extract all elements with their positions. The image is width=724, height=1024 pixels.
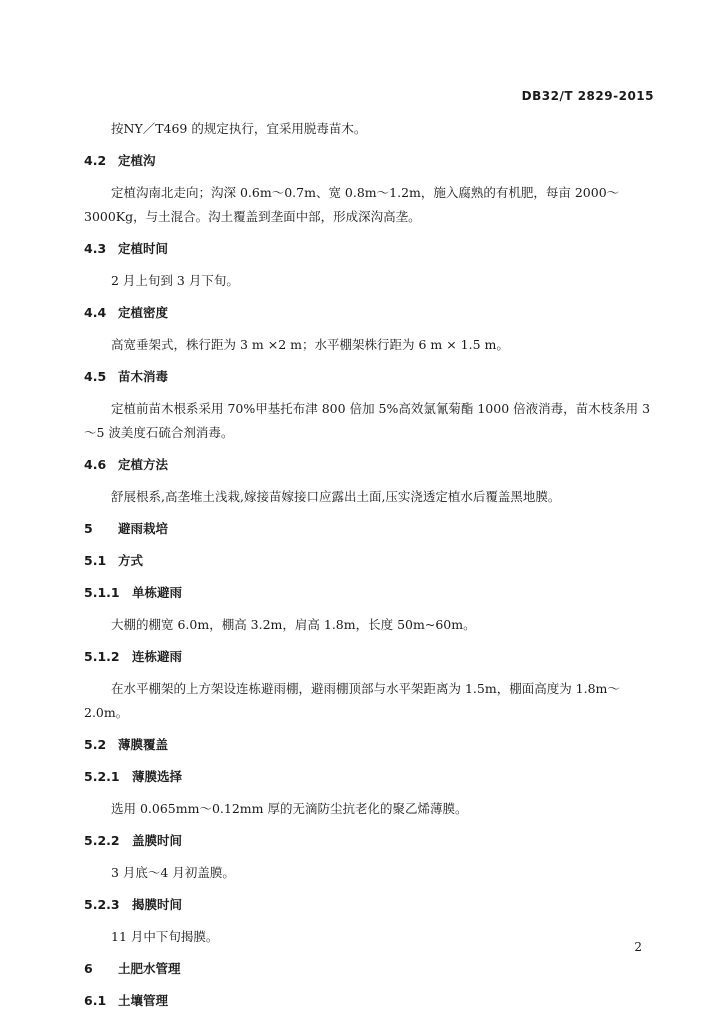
section-heading [84,549,656,573]
section-heading [84,733,656,757]
paragraph: 定植前苗木根系采用 70%甲基托布津 800 倍加 5%高效氯氰菊酯 1000 倍液消毒，苗木枝条用 3～5 波美度石硫合剂消毒。 [84,401,651,440]
section-number: 4.2 [84,153,107,168]
section-heading [84,765,656,789]
section-number: 5.1.1 [84,585,120,600]
section-title: 方式 [118,553,144,568]
section-heading [84,645,656,669]
paragraph: 在水平棚架的上方架设连栋避雨棚，避雨棚顶部与水平架距离为 1.5m，棚面高度为 1.8m～2.0m。 [84,681,620,720]
section-number: 5.2.2 [84,833,120,848]
section-heading [84,581,656,605]
section-number: 5.2.3 [84,897,120,912]
section-title: 定植密度 [118,305,169,320]
section-title: 土壤管理 [118,993,169,1008]
section-heading [84,893,656,917]
section-title: 薄膜选择 [132,769,183,784]
section-number: 4.5 [84,369,107,384]
document-body [84,117,656,1021]
section-heading [84,237,656,261]
section-heading [84,453,656,477]
section-number: 4.4 [84,305,107,320]
section-number: 5.1 [84,553,107,568]
section-number: 6 [84,961,93,976]
section-number: 4.3 [84,241,107,256]
section-title: 揭膜时间 [132,897,183,912]
paragraph: 按NY／T469 的规定执行，宜采用脱毒苗木。 [111,121,367,136]
section-heading [84,957,656,981]
section-title: 苗木消毒 [118,369,169,384]
section-title: 单栋避雨 [132,585,183,600]
section-number: 6.1 [84,993,107,1008]
paragraph: 大棚的棚宽 6.0m，棚高 3.2m，肩高 1.8m，长度 50m~60m。 [111,617,476,632]
section-title: 盖膜时间 [132,833,183,848]
section-heading [84,149,656,173]
paragraph: 舒展根系,高垄堆土浅栽,嫁接苗嫁接口应露出土面,压实浇透定植水后覆盖黑地膜。 [111,489,561,504]
page-number: 2 [634,940,642,954]
standard-code: DB32/T 2829-2015 [521,89,654,103]
paragraph: 3 月底～4 月初盖膜。 [111,865,235,880]
section-heading [84,301,656,325]
section-title: 连栋避雨 [132,649,183,664]
section-heading [84,989,656,1013]
paragraph: 选用 0.065mm～0.12mm 厚的无滴防尘抗老化的聚乙烯薄膜。 [111,801,468,816]
paragraph: 高宽垂架式，株行距为 3 m ×2 m；水平棚架株行距为 6 m × 1.5 m。 [111,337,509,352]
section-title: 土肥水管理 [118,961,181,976]
section-number: 5 [84,521,93,536]
section-number: 5.2.1 [84,769,120,784]
section-number: 5.1.2 [84,649,120,664]
section-heading [84,517,656,541]
section-title: 定植沟 [118,153,156,168]
section-number: 5.2 [84,737,107,752]
section-title: 定植时间 [118,241,169,256]
paragraph: 定植沟南北走向；沟深 0.6m～0.7m、宽 0.8m～1.2m，施入腐熟的有机肥，每亩 2000～3000Kg，与土混合。沟土覆盖到垄面中部，形成深沟高垄。 [84,185,620,224]
paragraph: 2 月上旬到 3 月下旬。 [111,273,239,288]
section-title: 薄膜覆盖 [118,737,169,752]
section-heading [84,829,656,853]
paragraph: 11 月中下旬揭膜。 [111,929,219,944]
section-title: 避雨栽培 [118,521,169,536]
section-heading [84,365,656,389]
section-number: 4.6 [84,457,107,472]
section-title: 定植方法 [118,457,169,472]
